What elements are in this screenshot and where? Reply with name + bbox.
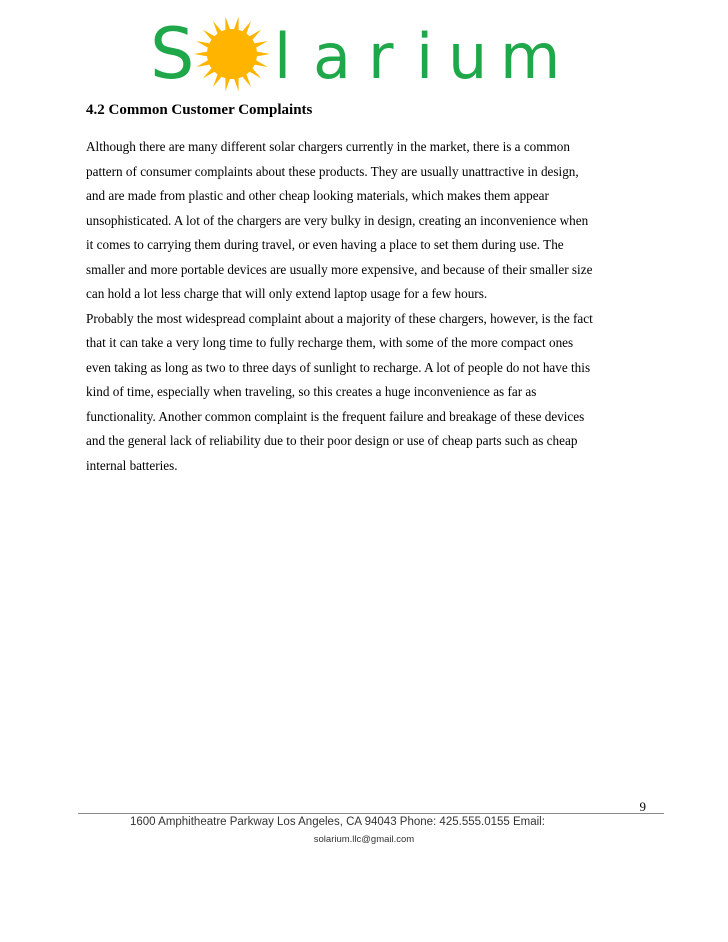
section-heading: 4.2 Common Customer Complaints	[86, 102, 313, 118]
logo-letter-i: i	[416, 20, 434, 93]
body-line: can hold a lot less charge that will only extend laptop usage for a few hours.	[86, 286, 488, 301]
page-number: 9	[639, 799, 646, 814]
footer-address: 1600 Amphitheatre Parkway Los Angeles, CA 94043 Phone: 425.555.0155 Email:	[130, 816, 545, 828]
body-line: and the general lack of reliability due to their poor design or use of cheap parts such as cheap	[86, 433, 578, 448]
logo-letter-a: a	[313, 20, 351, 93]
body-line: even taking as long as two to three days of sunlight to recharge. A lot of people do not have this	[86, 359, 591, 375]
solarium-logo	[148, 14, 568, 94]
body-line: internal batteries.	[86, 457, 178, 473]
section-body	[86, 135, 646, 478]
body-line: pattern of consumer complaints about these products. They are usually unattractive in design,	[86, 163, 579, 179]
logo-letter-s: S	[150, 14, 195, 94]
body-line: smaller and more portable devices are usually more expensive, and because of their smaller size	[86, 261, 593, 277]
sun-icon	[194, 17, 270, 92]
sun-disc	[207, 29, 257, 79]
body-line: Although there are many different solar chargers currently in the market, there is a common	[86, 139, 570, 154]
body-line: Probably the most widespread complaint about a majority of these chargers, however, is the fact	[86, 310, 593, 326]
body-line: kind of time, especially when traveling, so this creates a huge inconvenience as far as	[86, 384, 537, 399]
body-line: functionality. Another common complaint is the frequent failure and breakage of these devices	[86, 408, 585, 424]
logo-letter-u: u	[448, 20, 488, 93]
footer-divider	[78, 813, 664, 814]
body-line: unsophisticated. A lot of the chargers are very bulky in design, creating an inconvenience when	[86, 212, 589, 228]
logo-letter-r: r	[368, 20, 394, 93]
body-line: and are made from plastic and other cheap looking materials, which makes them appear	[86, 188, 549, 203]
logo-letter-l: l	[274, 20, 292, 93]
body-line: it comes to carrying them during travel, or even having a place to set them during use. The	[86, 237, 564, 252]
solarium-logo-graphic	[148, 14, 568, 94]
logo-letter-m: m	[500, 20, 561, 93]
body-line: that it can take a very long time to fully recharge them, with some of the more compact ones	[86, 335, 574, 350]
footer-email: solarium.llc@gmail.com	[313, 834, 415, 845]
